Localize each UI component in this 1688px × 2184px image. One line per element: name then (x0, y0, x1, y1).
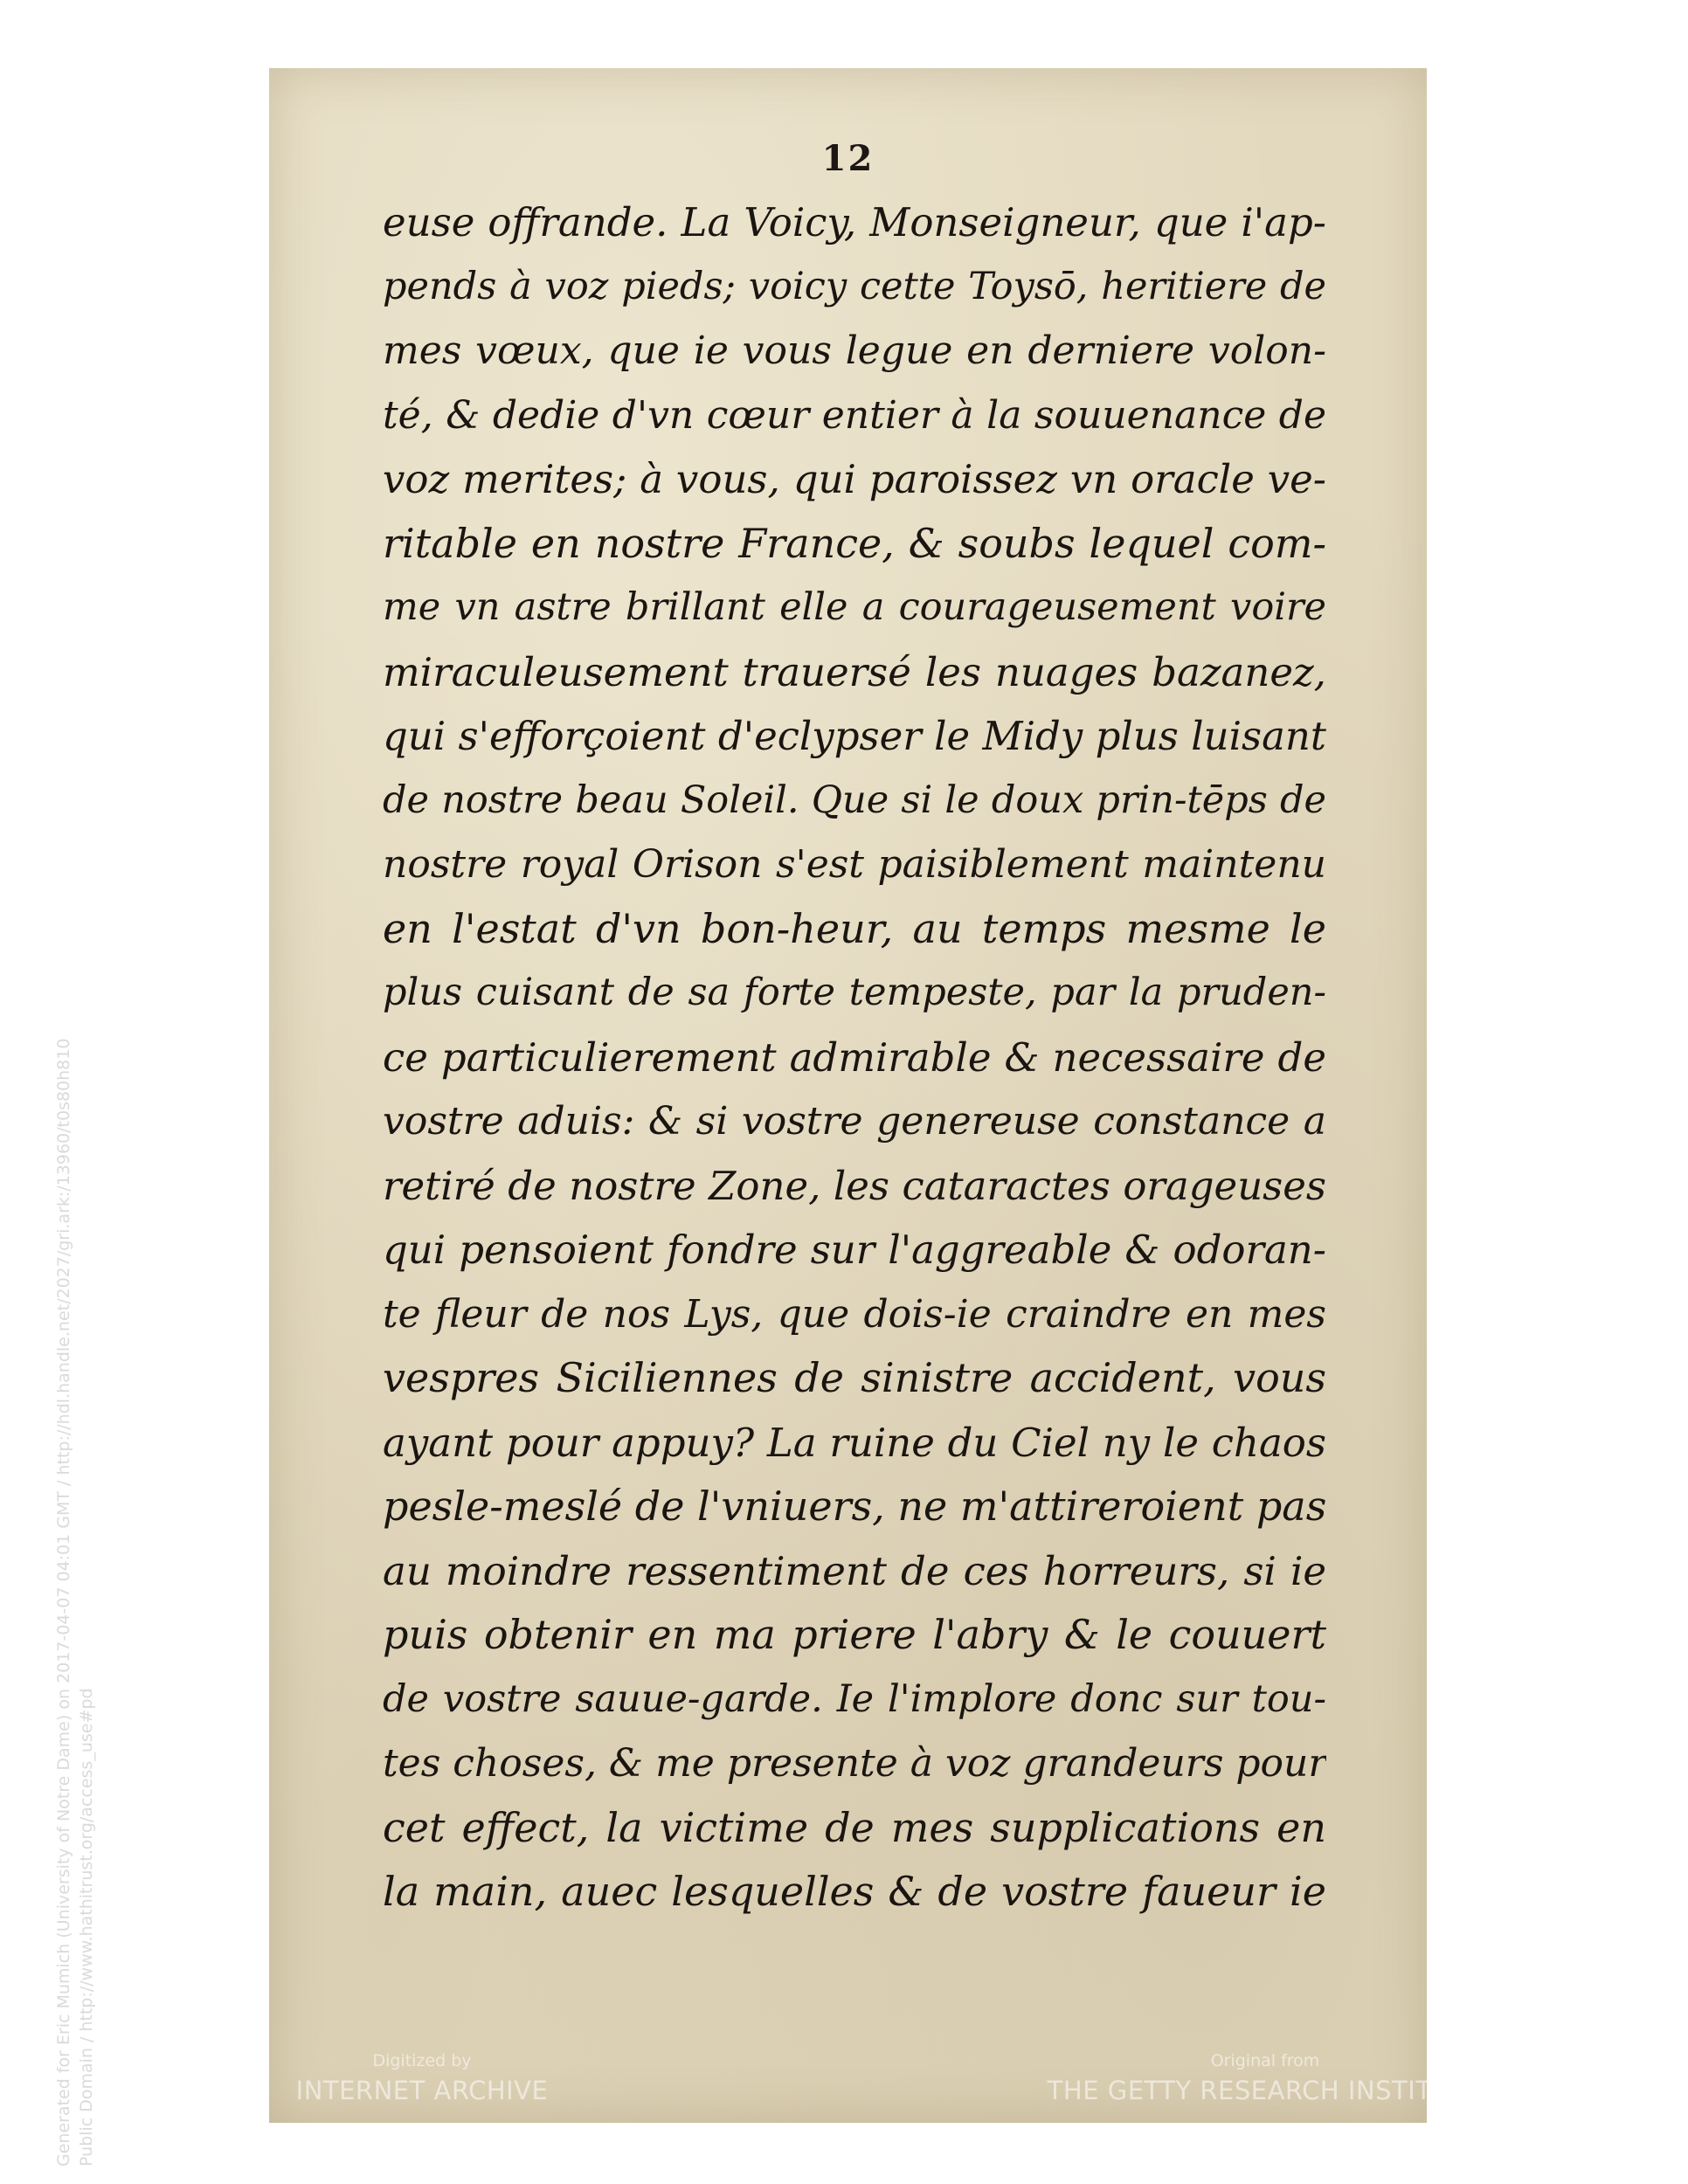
text-line: tes choses, & me presente à voz grandeurs pour (383, 1741, 1326, 1786)
original-from-label: Original from (1210, 2051, 1320, 2070)
text-line: ritable en nostre France, & soubs lequel com- (383, 519, 1326, 567)
text-line: en l'estat d'vn bon-heur, au temps mesme le (383, 904, 1326, 952)
text-line: mes vœux, que ie vous legue en derniere volon- (383, 328, 1326, 373)
page-text-body (383, 190, 1326, 1925)
original-from-credit (1038, 2051, 1492, 2105)
scanned-book-page (269, 68, 1484, 2123)
page-number: 12 (821, 138, 875, 179)
text-line: pends à voz pieds; voicy cette Toysō, heritiere de (383, 264, 1326, 308)
text-line: la main, auec lesquelles & de vostre faueur ie (383, 1868, 1326, 1915)
text-line: au moindre ressentiment de ces horreurs, si ie (383, 1547, 1326, 1594)
internet-archive-label: INTERNET ARCHIVE (295, 2076, 549, 2105)
text-line: puis obtenir en ma priere l'abry & le couuert (383, 1611, 1326, 1658)
text-line: te fleur de nos Lys, que dois-ie craindre en mes (383, 1291, 1326, 1337)
text-line: ayant pour appuy? La ruine du Ciel ny le chaos (383, 1419, 1326, 1466)
text-line: euse offrande. La Voicy, Monseigneur, que i'ap- (383, 199, 1326, 245)
text-line: de nostre beau Soleil. Que si le doux prin-tēps de (383, 778, 1326, 822)
text-line: vespres Siciliennes de sinistre accident, vous (383, 1354, 1326, 1401)
text-line: retiré de nostre Zone, les cataractes orageuses (383, 1162, 1326, 1209)
digitized-by-label: Digitized by (372, 2051, 472, 2070)
text-line: té, & dedie d'vn cœur entier à la souuenance de (383, 392, 1326, 438)
digitized-by-credit (278, 2051, 566, 2105)
text-line: de vostre sauue-garde. Ie l'implore donc sur tou- (383, 1676, 1326, 1721)
text-line: pesle-meslé de l'vniuers, ne m'attireroient pas (383, 1482, 1326, 1530)
text-line: ce particulierement admirable & necessaire de (383, 1033, 1326, 1081)
getty-institute-label: THE GETTY RESEARCH INSTITUTE (1047, 2076, 1484, 2105)
text-line: me vn astre brillant elle a courageusement voire (383, 585, 1326, 629)
text-line: cet effect, la victime de mes supplications en (383, 1803, 1326, 1851)
text-line: miraculeusement trauersé les nuages bazanez, (383, 648, 1326, 695)
watermark-line-generated: Generated for Eric Mumich (University of Notre Dame) on 2017-04-07 04:01 GMT / http://hdl.handle.net/2027/gri.ark:/13960/t0s80h810 (54, 1038, 73, 2167)
text-line: qui pensoient fondre sur l'aggreable & odoran- (383, 1227, 1326, 1273)
text-line: plus cuisant de sa forte tempeste, par la pruden- (383, 971, 1326, 1014)
text-line: vostre aduis: & si vostre genereuse constance a (383, 1099, 1326, 1144)
text-line: nostre royal Orison s'est paisiblement maintenu (383, 842, 1326, 887)
text-line: voz merites; à vous, qui paroissez vn oracle ve- (383, 456, 1326, 502)
text-line: qui s'efforçoient d'eclypser le Midy plus luisant (383, 713, 1326, 759)
hathitrust-watermark (52, 769, 98, 2167)
watermark-line-license: Public Domain / http://www.hathitrust.org/access_use#pd (77, 1688, 96, 2167)
